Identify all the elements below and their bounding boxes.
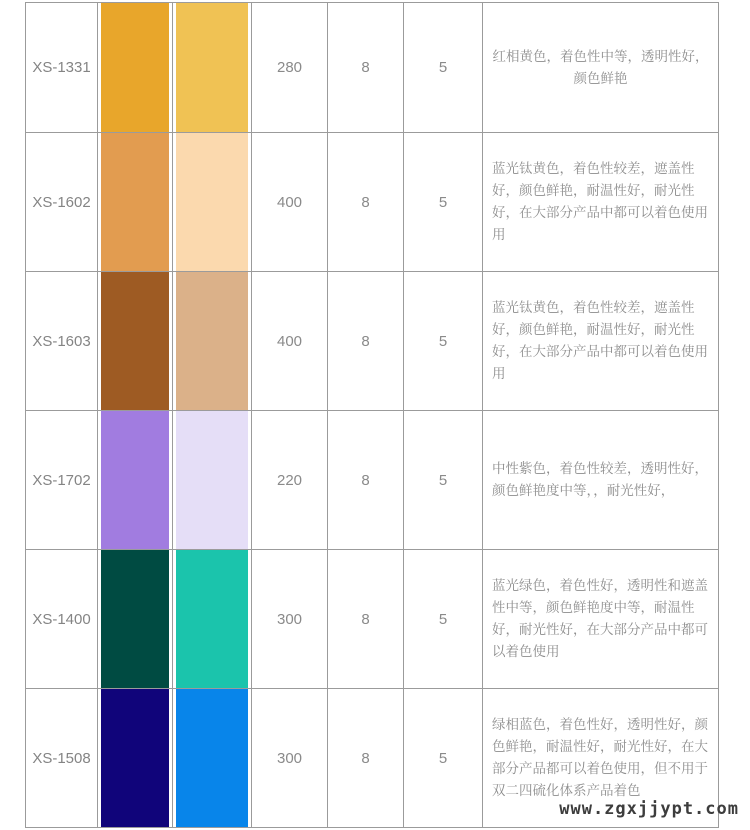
color-swatch-full bbox=[101, 550, 169, 688]
product-code: XS-1603 bbox=[26, 272, 98, 411]
color-swatch-tint bbox=[176, 3, 248, 132]
product-code: XS-1508 bbox=[26, 689, 98, 828]
color-swatch-full bbox=[101, 133, 169, 271]
description-cell: 蓝光钛黄色，着色性较差，遮盖性好，颜色鲜艳，耐温性好，耐光性好，在大部分产品中都可以着色使用用 bbox=[483, 133, 719, 272]
description-cell: 蓝光绿色，着色性好，透明性和遮盖性中等，颜色鲜艳度中等，耐温性好，耐光性好，在大部分产品中都可以着色使用 bbox=[483, 550, 719, 689]
color-swatch-full bbox=[101, 272, 169, 410]
value-cell: 5 bbox=[404, 272, 483, 411]
description-cell: 中性紫色，着色性较差，透明性好，颜色鲜艳度中等，，耐光性好， bbox=[483, 411, 719, 550]
description-cell: 蓝光钛黄色，着色性较差，遮盖性好，颜色鲜艳，耐温性好，耐光性好，在大部分产品中都可以着色使用用 bbox=[483, 272, 719, 411]
value-cell: 5 bbox=[404, 133, 483, 272]
value-cell: 5 bbox=[404, 411, 483, 550]
value-cell: 280 bbox=[252, 3, 328, 133]
color-swatch-tint bbox=[176, 550, 248, 688]
table-row bbox=[26, 3, 719, 133]
value-cell: 8 bbox=[328, 411, 404, 550]
value-cell: 8 bbox=[328, 3, 404, 133]
product-code: XS-1702 bbox=[26, 411, 98, 550]
value-cell: 300 bbox=[252, 550, 328, 689]
color-swatch-full bbox=[101, 411, 169, 549]
value-cell: 400 bbox=[252, 272, 328, 411]
value-cell: 300 bbox=[252, 689, 328, 828]
product-code: XS-1331 bbox=[26, 3, 98, 133]
value-cell: 220 bbox=[252, 411, 328, 550]
description-cell: 红相黄色，着色性中等，透明性好，颜色鲜艳 bbox=[483, 3, 719, 133]
value-cell: 8 bbox=[328, 550, 404, 689]
value-cell: 8 bbox=[328, 272, 404, 411]
value-cell: 400 bbox=[252, 133, 328, 272]
table-row bbox=[26, 550, 719, 689]
product-code: XS-1400 bbox=[26, 550, 98, 689]
value-cell: 5 bbox=[404, 550, 483, 689]
value-cell: 8 bbox=[328, 689, 404, 828]
watermark-text: www.zgxjjypt.com bbox=[559, 799, 739, 819]
color-swatch-tint bbox=[176, 689, 248, 827]
value-cell: 5 bbox=[404, 689, 483, 828]
value-cell: 5 bbox=[404, 3, 483, 133]
pigment-spec-table bbox=[25, 2, 719, 828]
color-swatch-full bbox=[101, 689, 169, 827]
color-swatch-tint bbox=[176, 272, 248, 410]
value-cell: 8 bbox=[328, 133, 404, 272]
description-cell: 绿相蓝色，着色性好，透明性好，颜色鲜艳，耐温性好，耐光性好，在大部分产品都可以着色使用，但不用于双二四硫化体系产品着色 bbox=[483, 689, 719, 828]
color-swatch-tint bbox=[176, 133, 248, 271]
color-swatch-tint bbox=[176, 411, 248, 549]
table-row bbox=[26, 133, 719, 272]
color-swatch-full bbox=[101, 3, 169, 132]
table-row bbox=[26, 411, 719, 550]
product-code: XS-1602 bbox=[26, 133, 98, 272]
table-row bbox=[26, 272, 719, 411]
